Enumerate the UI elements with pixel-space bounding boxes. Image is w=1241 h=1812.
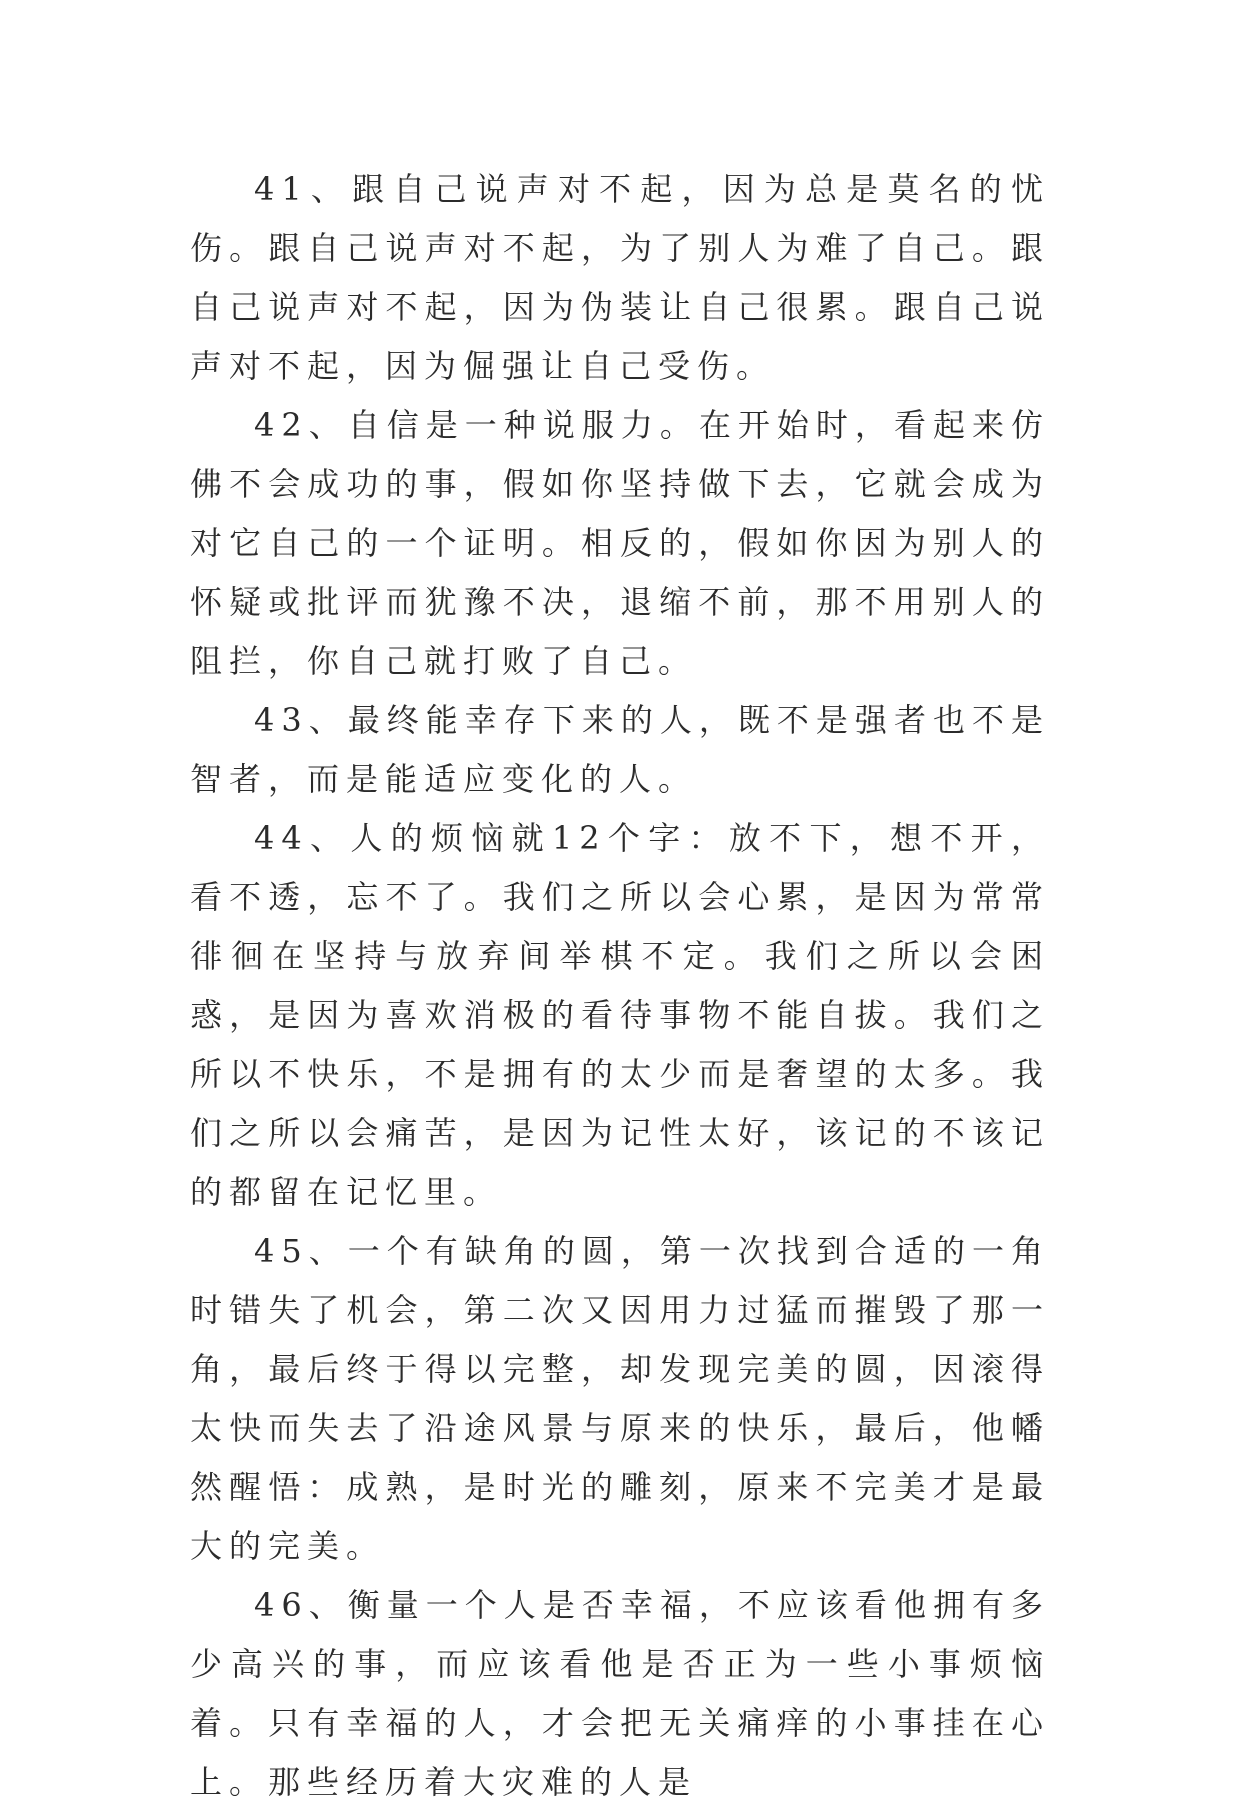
- paragraph-43: 43、最终能幸存下来的人，既不是强者也不是智者，而是能适应变化的人。: [190, 701, 1050, 798]
- paragraph-45: 45、一个有缺角的圆，第一次找到合适的一角时错失了机会，第二次又因用力过猛而摧毁了那一角，最后终于得以完整，却发现完美的圆，因滚得太快而失去了沿途风景与原来的快乐，最后，他幡然醒悟：成熟，是时光的雕刻，原来不完美才是最大的完美。: [190, 1232, 1050, 1565]
- document-body: [190, 160, 1050, 1812]
- paragraph-41: 41、跟自己说声对不起，因为总是莫名的忧伤。跟自己说声对不起，为了别人为难了自己。跟自己说声对不起，因为伪装让自己很累。跟自己说声对不起，因为倔强让自己受伤。: [190, 170, 1050, 385]
- paragraph-42: 42、自信是一种说服力。在开始时，看起来仿佛不会成功的事，假如你坚持做下去，它就会成为对它自己的一个证明。相反的，假如你因为别人的怀疑或批评而犹豫不决，退缩不前，那不用别人的阻拦，你自己就打败了自己。: [190, 406, 1050, 680]
- paragraph-44: 44、人的烦恼就12个字：放不下，想不开，看不透，忘不了。我们之所以会心累，是因为常常徘徊在坚持与放弃间举棋不定。我们之所以会困惑，是因为喜欢消极的看待事物不能自拔。我们之所以不快乐，不是拥有的太少而是奢望的太多。我们之所以会痛苦，是因为记性太好，该记的不该记的都留在记忆里。: [190, 819, 1050, 1211]
- paragraph-46: 46、衡量一个人是否幸福，不应该看他拥有多少高兴的事，而应该看他是否正为一些小事烦恼着。只有幸福的人，才会把无关痛痒的小事挂在心上。那些经历着大灾难的人是: [190, 1586, 1050, 1801]
